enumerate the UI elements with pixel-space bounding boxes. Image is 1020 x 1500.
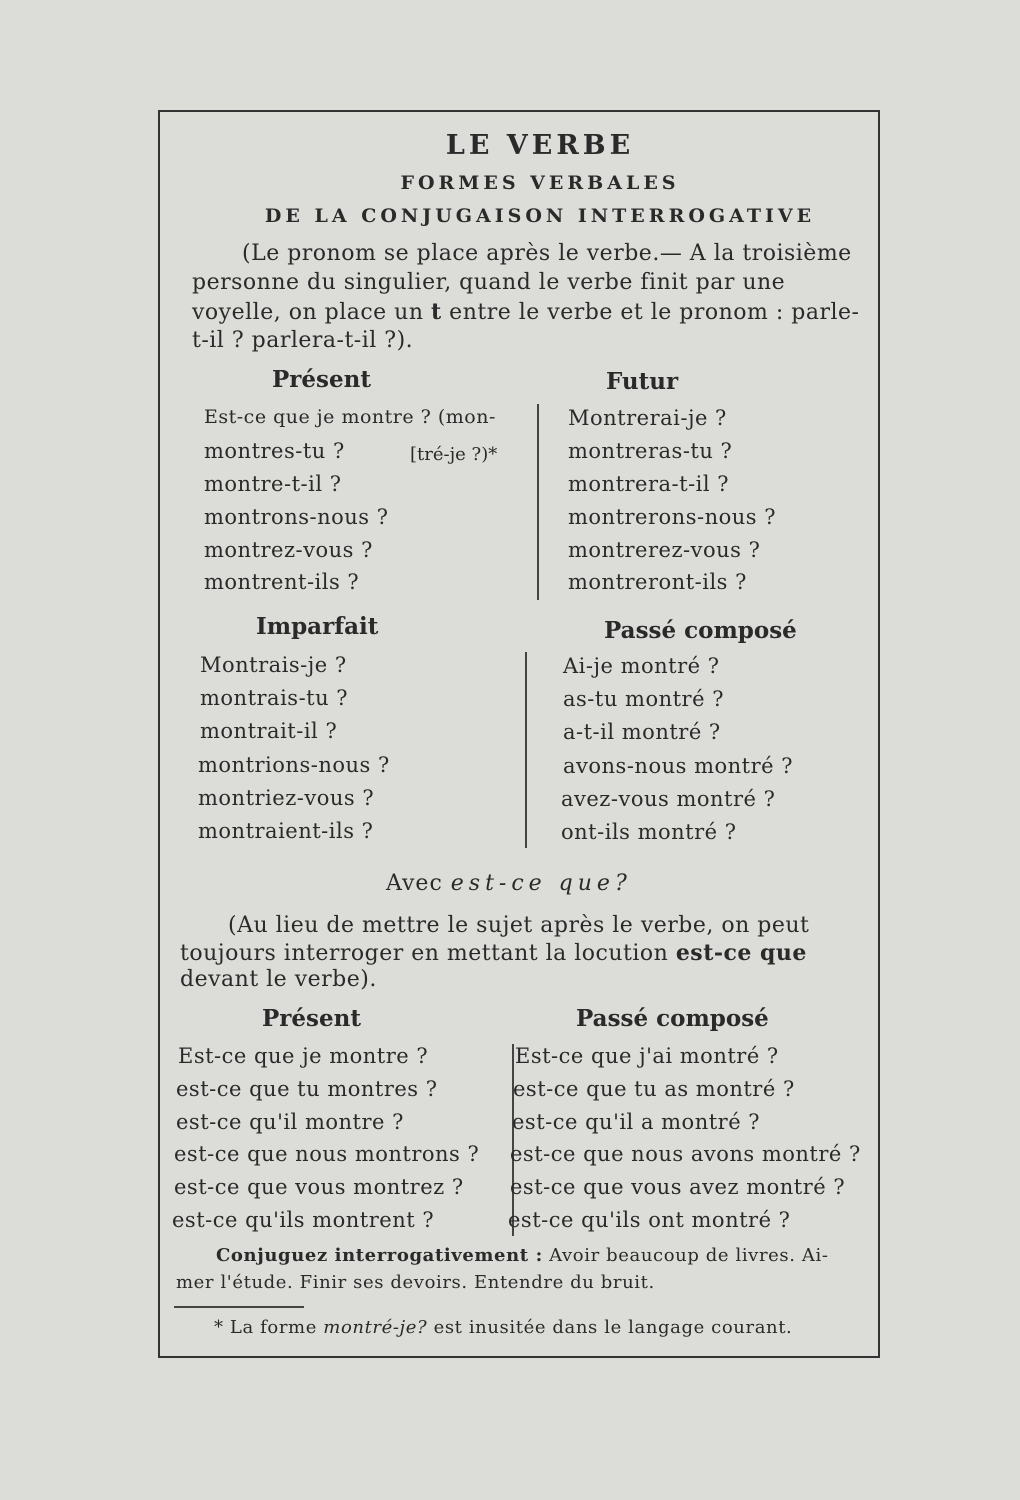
intro-line-1: (Le pronom se place après le verbe.— A la troisième: [242, 241, 852, 266]
explain-line-2-a: toujours interroger en mettant la locution: [180, 941, 676, 966]
passe2-item-6: est-ce qu'ils ont montré ?: [508, 1208, 791, 1232]
passe2-item-2: est-ce que tu as montré ?: [513, 1077, 795, 1101]
explain-line-2-bold: est-ce que: [675, 940, 807, 966]
futur-item-3: montrera-t-il ?: [568, 472, 730, 496]
imparfait-item-3: montrait-il ?: [200, 719, 338, 743]
avec-prefix: Avec: [386, 871, 451, 896]
intro-line-4: t-il ? parlera-t-il ?).: [192, 328, 414, 353]
present2-item-4: est-ce que nous montrons ?: [174, 1142, 480, 1166]
subtitle-formes: FORMES VERBALES: [400, 172, 680, 194]
intro-line-3: [192, 299, 859, 325]
passe2-item-5: est-ce que vous avez montré ?: [510, 1175, 846, 1199]
imparfait-item-5: montriez-vous ?: [198, 786, 375, 810]
footnote-italic: montré-je?: [323, 1317, 428, 1338]
imparfait-item-6: montraient-ils ?: [198, 819, 374, 843]
explain-line-1: (Au lieu de mettre le sujet après le verbe, on peut: [228, 913, 810, 938]
heading-passe-compose: Passé composé: [604, 617, 797, 644]
passe-item-6: ont-ils montré ?: [561, 820, 737, 844]
present-item-2: montres-tu ?: [204, 439, 345, 463]
imparfait-item-1: Montrais-je ?: [200, 653, 347, 677]
passe-item-5: avez-vous montré ?: [561, 787, 776, 811]
footnote-b: est inusitée dans le langage courant.: [427, 1317, 793, 1338]
passe2-item-4: est-ce que nous avons montré ?: [510, 1142, 861, 1166]
futur-item-1: Montrerai-je ?: [568, 406, 727, 430]
futur-item-6: montreront-ils ?: [568, 570, 747, 594]
heading-futur: Futur: [606, 368, 679, 395]
footnote-rule: [174, 1306, 304, 1308]
passe2-item-1: Est-ce que j'ai montré ?: [515, 1044, 779, 1068]
avec-heading: [386, 871, 632, 896]
passe-item-4: avons-nous montré ?: [563, 754, 793, 778]
heading-passe-compose-2: Passé composé: [576, 1005, 769, 1032]
present-item-6: montrent-ils ?: [204, 570, 360, 594]
present-item-5: montrez-vous ?: [204, 538, 373, 562]
exercise-bold: Conjuguez interrogativement :: [216, 1245, 543, 1266]
present-item-1: Est-ce que je montre ? (mon-: [204, 406, 496, 428]
imparfait-item-2: montrais-tu ?: [200, 686, 349, 710]
passe2-item-3: est-ce qu'il a montré ?: [512, 1110, 761, 1134]
passe-item-1: Ai-je montré ?: [563, 654, 720, 678]
futur-item-5: montrerez-vous ?: [568, 538, 761, 562]
futur-item-2: montreras-tu ?: [568, 439, 733, 463]
divider-imparfait-passe: [525, 652, 527, 848]
heading-present-2: Présent: [262, 1005, 361, 1032]
present2-item-3: est-ce qu'il montre ?: [176, 1110, 404, 1134]
heading-imparfait: Imparfait: [256, 613, 379, 640]
present2-item-2: est-ce que tu montres ?: [176, 1077, 438, 1101]
avec-italic: est-ce que?: [450, 871, 632, 896]
exercise-line-1: [216, 1245, 829, 1266]
present2-item-1: Est-ce que je montre ?: [178, 1044, 429, 1068]
page-title: LE VERBE: [445, 130, 635, 161]
exercise-line-2: mer l'étude. Finir ses devoirs. Entendre du bruit.: [176, 1272, 655, 1293]
footnote: [214, 1317, 792, 1338]
explain-line-2: [180, 940, 807, 966]
present2-item-6: est-ce qu'ils montrent ?: [172, 1208, 435, 1232]
explain-line-3: devant le verbe).: [180, 967, 377, 992]
divider-present-futur: [537, 404, 539, 600]
footnote-a: * La forme: [214, 1317, 324, 1338]
intro-line-3-a: voyelle, on place un: [192, 300, 432, 325]
passe-item-3: a-t-il montré ?: [563, 720, 721, 744]
present-note: [tré-je ?)*: [410, 444, 498, 465]
passe-item-2: as-tu montré ?: [563, 687, 724, 711]
present2-item-5: est-ce que vous montrez ?: [174, 1175, 464, 1199]
exercise-line-1-rest: Avoir beaucoup de livres. Ai-: [542, 1245, 829, 1266]
subtitle-conjugaison: DE LA CONJUGAISON INTERROGATIVE: [264, 205, 816, 227]
heading-present: Présent: [272, 366, 371, 393]
intro-line-3-b: entre le verbe et le pronom : parle-: [441, 300, 860, 325]
intro-line-2: personne du singulier, quand le verbe finit par une: [192, 270, 786, 295]
imparfait-item-4: montrions-nous ?: [198, 753, 390, 777]
present-item-3: montre-t-il ?: [204, 472, 342, 496]
present-item-4: montrons-nous ?: [204, 505, 389, 529]
futur-item-4: montrerons-nous ?: [568, 505, 776, 529]
intro-line-3-bold: t: [431, 299, 442, 325]
